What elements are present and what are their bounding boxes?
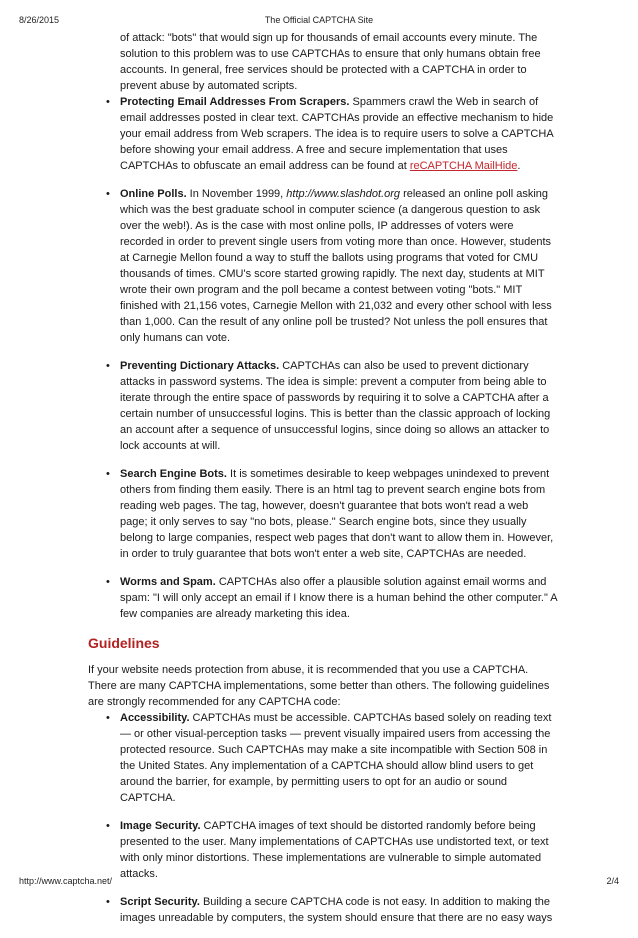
item-text: released an online poll asking which was the best graduate school in computer science (a dangerous question to ask over the web!). As is the case with most online polls, IP addresses of voters were recorded in order to prevent single users from voting more than once. However, students at Carnegie Mellon found a way to stuff the ballots using programs that voted for CMU thousands of times. CMU's score started growing rapidly. The next day, students at MIT wrote their own program and the poll became a contest between voting "bots." MIT finished with 21,156 votes, Carnegie Mellon with 21,032 and every other school with less than 1,000. Can the result of any online poll be trusted? Not unless the poll ensures that only humans can vote.: [120, 188, 552, 344]
list-item: [88, 94, 558, 174]
item-text: CAPTCHAs must be accessible. CAPTCHAs based solely on reading text — or other visual-perception tasks — prevent visually impaired users from accessing the protected resource. Such CAPTCHAs may make a site incompatible with Section 508 in the United States. Any implementation of a CAPTCHA should allow blind users to get around the barrier, for example, by permitting users to opt for an audio or sound CAPTCHA.: [120, 712, 552, 804]
item-text: CAPTCHA images of text should be distorted randomly before being presented to the user. Many implementations of CAPTCHAs use undistorted text, or text with only minor distortions. These implementations are vulnerable to simple automated attacks.: [120, 820, 549, 880]
list-item: [88, 894, 558, 926]
guidelines-intro: If your website needs protection from abuse, it is recommended that you use a CAPTCHA. There are many CAPTCHA implementations, some better than others. The following guidelines are strongly recommended for any CAPTCHA code:: [88, 664, 550, 708]
list-item: [88, 818, 558, 882]
list-item: [88, 186, 558, 346]
item-text-end: .: [517, 160, 521, 172]
guidelines-list: [88, 710, 558, 926]
continuation-paragraph: of attack: "bots" that would sign up for thousands of email accounts every minute. The solution to this problem was to use CAPTCHAs to ensure that only humans obtain free accounts. In general, free services should be protected with a CAPTCHA in order to prevent abuse by automated scripts.: [120, 32, 541, 92]
print-title: The Official CAPTCHA Site: [264, 15, 374, 25]
item-text: CAPTCHAs can also be used to prevent dictionary attacks in password systems. The idea is simple: prevent a computer from being able to iterate through the entire space of passwords by requiring it to solve a CAPTCHA after a certain number of unsuccessful logins. This is better than the classic approach of locking an account after a sequence of unsuccessful logins, since doing so allows an attacker to lock accounts at will.: [120, 360, 551, 452]
item-title: Image Security.: [120, 820, 201, 832]
page-number: 2/4: [606, 876, 619, 886]
list-item: [88, 710, 558, 806]
list-item: [88, 466, 558, 562]
item-title: Search Engine Bots.: [120, 468, 227, 480]
item-title: Preventing Dictionary Attacks.: [120, 360, 280, 372]
item-text: It is sometimes desirable to keep webpages unindexed to prevent others from finding them easily. There is an html tag to prevent search engine bots from reading web pages. The tag, however, doesn't guarantee that bots won't read a web page; it only serves to say "no bots, please." Search engine bots, since they usually belong to large companies, respect web pages that don't want to allow them in. However, in order to truly guarantee that bots won't enter a web site, CAPTCHAs are needed.: [120, 468, 554, 560]
bullet-icon: •: [106, 360, 110, 372]
print-header: [19, 15, 619, 27]
guidelines-heading: Guidelines: [88, 635, 160, 651]
print-url: http://www.captcha.net/: [19, 876, 113, 886]
slashdot-url: http://www.slashdot.org: [286, 188, 401, 200]
item-title: Accessibility.: [120, 712, 190, 724]
bullet-icon: •: [106, 188, 110, 200]
bullet-icon: •: [106, 820, 110, 832]
item-text: Building a secure CAPTCHA code is not easy. In addition to making the images unreadable by computers, the system should ensure that there are no easy ways: [120, 896, 553, 924]
bullet-icon: •: [106, 576, 110, 588]
uses-list: [88, 94, 558, 622]
print-footer: [19, 876, 619, 888]
article-content: [88, 30, 558, 938]
item-text: Spammers crawl the Web in search of email addresses posted in clear text. CAPTCHAs provide an effective mechanism to hide your email address from Web scrapers. The idea is to require users to solve a CAPTCHA before showing your email address. A free and secure implementation that uses CAPTCHAs to obfuscate an email address can be found at: [120, 96, 554, 172]
bullet-icon: •: [106, 712, 110, 724]
item-title: Script Security.: [120, 896, 200, 908]
item-title: Worms and Spam.: [120, 576, 216, 588]
item-text: In November 1999,: [186, 188, 287, 200]
bullet-icon: •: [106, 896, 110, 908]
bullet-icon: •: [106, 468, 110, 480]
item-title: Online Polls.: [120, 188, 187, 200]
item-title: Protecting Email Addresses From Scrapers.: [120, 96, 350, 108]
bullet-icon: •: [106, 96, 110, 108]
recaptcha-mailhide-link[interactable]: reCAPTCHA MailHide: [409, 160, 518, 172]
item-text: CAPTCHAs also offer a plausible solution against email worms and spam: "I will only accept an email if I know there is a human behind the other computer." A few companies are already marketing this idea.: [120, 576, 558, 620]
list-item: [88, 574, 558, 622]
print-date: 8/26/2015: [19, 15, 60, 25]
list-item: [88, 358, 558, 454]
